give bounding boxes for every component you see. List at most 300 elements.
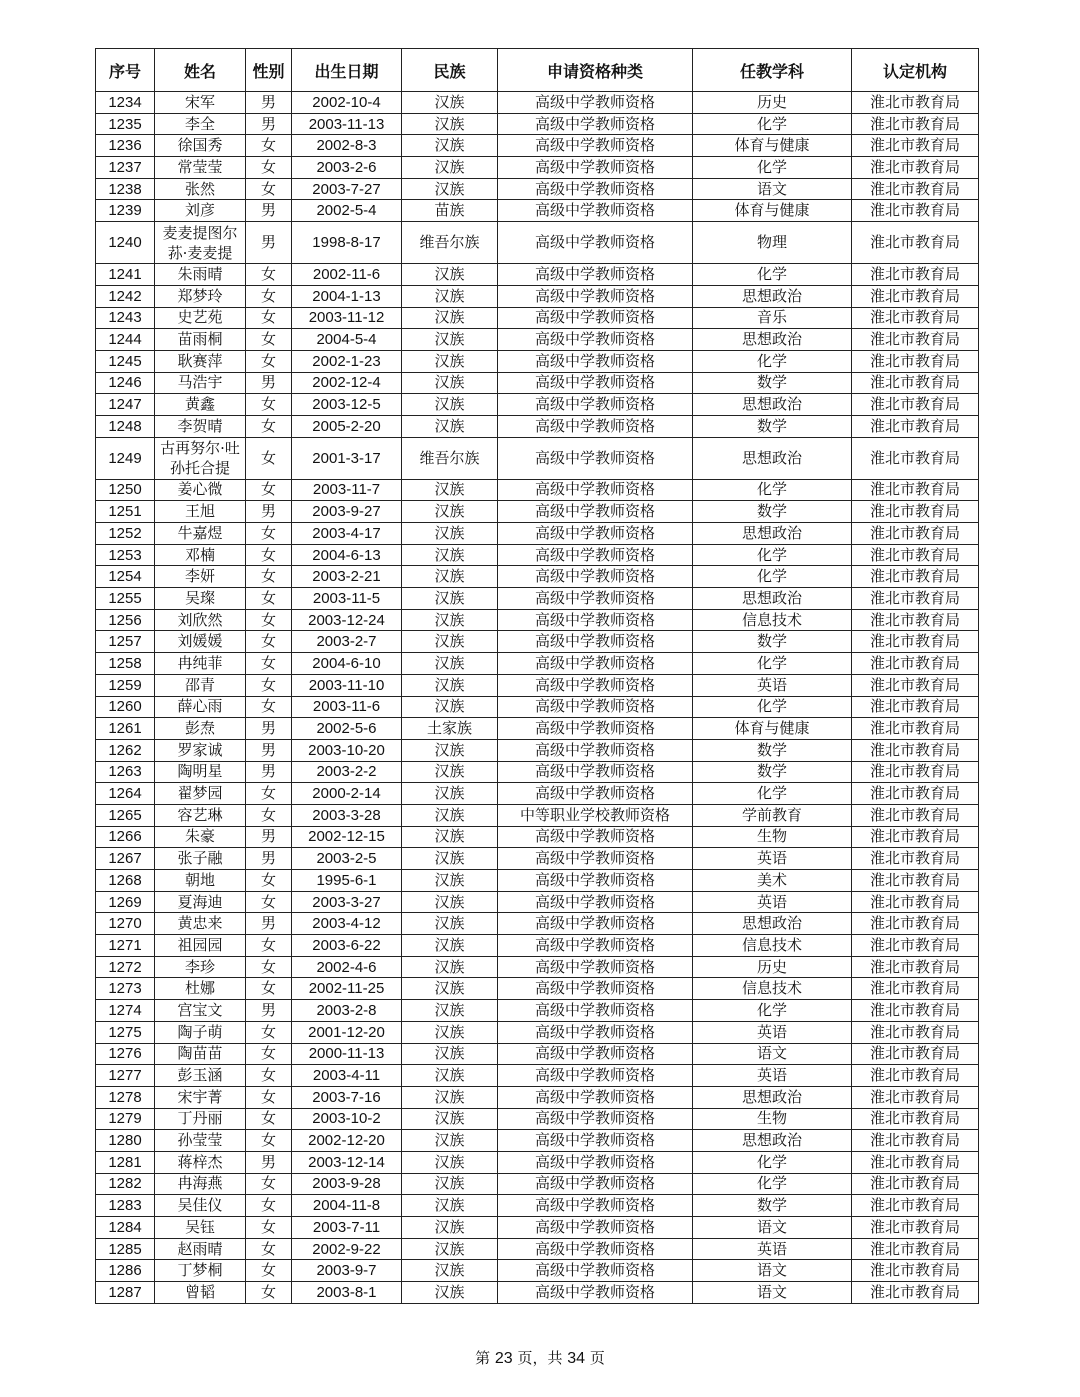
cell-ethnicity: 苗族 <box>402 200 498 222</box>
cell-name: 冉纯菲 <box>155 653 246 675</box>
cell-name: 祖园园 <box>155 935 246 957</box>
cell-birth-date: 2003-10-20 <box>292 739 402 761</box>
cell-name: 翟梦园 <box>155 783 246 805</box>
cell-subject: 化学 <box>693 113 852 135</box>
cell-qualification-type: 高级中学教师资格 <box>498 437 693 479</box>
cell-serial-number: 1280 <box>96 1130 155 1152</box>
cell-name: 刘彦 <box>155 200 246 222</box>
cell-birth-date: 2002-12-4 <box>292 372 402 394</box>
cell-authority: 淮北市教育局 <box>852 372 979 394</box>
cell-authority: 淮北市教育局 <box>852 1108 979 1130</box>
cell-gender: 女 <box>246 674 292 696</box>
cell-subject: 语文 <box>693 1260 852 1282</box>
table-row <box>96 1000 979 1022</box>
cell-birth-date: 2003-11-7 <box>292 479 402 501</box>
cell-serial-number: 1279 <box>96 1108 155 1130</box>
cell-gender: 男 <box>246 501 292 523</box>
cell-name: 朝地 <box>155 870 246 892</box>
cell-name: 刘媛媛 <box>155 631 246 653</box>
cell-serial-number: 1248 <box>96 415 155 437</box>
cell-birth-date: 2003-11-12 <box>292 307 402 329</box>
table-row <box>96 1151 979 1173</box>
cell-birth-date: 2003-7-16 <box>292 1086 402 1108</box>
cell-qualification-type: 高级中学教师资格 <box>498 891 693 913</box>
cell-ethnicity: 汉族 <box>402 566 498 588</box>
cell-subject: 体育与健康 <box>693 718 852 740</box>
cell-name: 宋军 <box>155 92 246 114</box>
cell-name: 李全 <box>155 113 246 135</box>
cell-subject: 英语 <box>693 1065 852 1087</box>
table-row <box>96 437 979 479</box>
cell-gender: 女 <box>246 1260 292 1282</box>
table-row <box>96 1173 979 1195</box>
cell-birth-date: 2003-12-14 <box>292 1151 402 1173</box>
cell-serial-number: 1235 <box>96 113 155 135</box>
cell-birth-date: 2004-11-8 <box>292 1195 402 1217</box>
cell-subject: 体育与健康 <box>693 135 852 157</box>
cell-gender: 男 <box>246 113 292 135</box>
cell-subject: 思想政治 <box>693 1086 852 1108</box>
cell-gender: 女 <box>246 437 292 479</box>
table-row <box>96 372 979 394</box>
cell-authority: 淮北市教育局 <box>852 1130 979 1152</box>
cell-serial-number: 1286 <box>96 1260 155 1282</box>
cell-qualification-type: 高级中学教师资格 <box>498 696 693 718</box>
cell-ethnicity: 汉族 <box>402 113 498 135</box>
cell-ethnicity: 汉族 <box>402 1000 498 1022</box>
cell-qualification-type: 高级中学教师资格 <box>498 1065 693 1087</box>
cell-authority: 淮北市教育局 <box>852 285 979 307</box>
cell-serial-number: 1259 <box>96 674 155 696</box>
cell-qualification-type: 高级中学教师资格 <box>498 935 693 957</box>
cell-qualification-type: 高级中学教师资格 <box>498 826 693 848</box>
cell-birth-date: 2004-5-4 <box>292 329 402 351</box>
cell-serial-number: 1278 <box>96 1086 155 1108</box>
cell-authority: 淮北市教育局 <box>852 415 979 437</box>
cell-name: 刘欣然 <box>155 609 246 631</box>
cell-serial-number: 1242 <box>96 285 155 307</box>
cell-name: 丁丹丽 <box>155 1108 246 1130</box>
cell-qualification-type: 高级中学教师资格 <box>498 718 693 740</box>
table-row <box>96 307 979 329</box>
cell-subject: 英语 <box>693 1238 852 1260</box>
cell-authority: 淮北市教育局 <box>852 1238 979 1260</box>
cell-birth-date: 2000-2-14 <box>292 783 402 805</box>
cell-birth-date: 2003-4-11 <box>292 1065 402 1087</box>
cell-birth-date: 2003-4-17 <box>292 523 402 545</box>
table-row <box>96 1043 979 1065</box>
cell-serial-number: 1240 <box>96 222 155 264</box>
cell-authority: 淮北市教育局 <box>852 350 979 372</box>
cell-ethnicity: 汉族 <box>402 264 498 286</box>
teacher-certification-table <box>95 48 979 1304</box>
cell-qualification-type: 高级中学教师资格 <box>498 653 693 675</box>
cell-birth-date: 2003-9-28 <box>292 1173 402 1195</box>
cell-subject: 历史 <box>693 92 852 114</box>
table-row <box>96 1282 979 1304</box>
cell-subject: 化学 <box>693 1151 852 1173</box>
cell-authority: 淮北市教育局 <box>852 394 979 416</box>
cell-subject: 生物 <box>693 826 852 848</box>
cell-gender: 男 <box>246 200 292 222</box>
cell-authority: 淮北市教育局 <box>852 200 979 222</box>
cell-gender: 女 <box>246 1195 292 1217</box>
cell-subject: 信息技术 <box>693 935 852 957</box>
cell-serial-number: 1234 <box>96 92 155 114</box>
cell-serial-number: 1264 <box>96 783 155 805</box>
cell-ethnicity: 汉族 <box>402 978 498 1000</box>
cell-name: 朱豪 <box>155 826 246 848</box>
cell-gender: 女 <box>246 1217 292 1239</box>
cell-serial-number: 1256 <box>96 609 155 631</box>
header-name: 姓名 <box>155 49 246 92</box>
cell-authority: 淮北市教育局 <box>852 92 979 114</box>
cell-ethnicity: 汉族 <box>402 913 498 935</box>
cell-gender: 女 <box>246 1282 292 1304</box>
cell-qualification-type: 高级中学教师资格 <box>498 1151 693 1173</box>
table-row <box>96 1021 979 1043</box>
cell-qualification-type: 高级中学教师资格 <box>498 1238 693 1260</box>
cell-serial-number: 1250 <box>96 479 155 501</box>
cell-authority: 淮北市教育局 <box>852 826 979 848</box>
cell-ethnicity: 汉族 <box>402 804 498 826</box>
header-serial: 序号 <box>96 49 155 92</box>
cell-serial-number: 1266 <box>96 826 155 848</box>
cell-subject: 思想政治 <box>693 588 852 610</box>
cell-ethnicity: 汉族 <box>402 631 498 653</box>
cell-qualification-type: 高级中学教师资格 <box>498 501 693 523</box>
cell-gender: 女 <box>246 350 292 372</box>
cell-qualification-type: 高级中学教师资格 <box>498 479 693 501</box>
cell-name: 邓楠 <box>155 544 246 566</box>
cell-name: 宫宝文 <box>155 1000 246 1022</box>
cell-qualification-type: 高级中学教师资格 <box>498 329 693 351</box>
cell-authority: 淮北市教育局 <box>852 870 979 892</box>
cell-authority: 淮北市教育局 <box>852 157 979 179</box>
header-subject: 任教学科 <box>693 49 852 92</box>
cell-qualification-type: 高级中学教师资格 <box>498 1217 693 1239</box>
cell-authority: 淮北市教育局 <box>852 653 979 675</box>
cell-gender: 女 <box>246 783 292 805</box>
cell-subject: 化学 <box>693 696 852 718</box>
cell-birth-date: 2004-6-13 <box>292 544 402 566</box>
cell-birth-date: 2002-8-3 <box>292 135 402 157</box>
cell-authority: 淮北市教育局 <box>852 588 979 610</box>
footer-suffix: 页 <box>589 1349 605 1367</box>
table-row <box>96 978 979 1000</box>
table-row <box>96 222 979 264</box>
table-row <box>96 609 979 631</box>
cell-gender: 女 <box>246 891 292 913</box>
cell-qualification-type: 高级中学教师资格 <box>498 92 693 114</box>
cell-qualification-type: 高级中学教师资格 <box>498 394 693 416</box>
table-row <box>96 157 979 179</box>
cell-ethnicity: 汉族 <box>402 935 498 957</box>
cell-name: 张子融 <box>155 848 246 870</box>
cell-serial-number: 1282 <box>96 1173 155 1195</box>
cell-ethnicity: 汉族 <box>402 372 498 394</box>
cell-subject: 数学 <box>693 631 852 653</box>
cell-subject: 语文 <box>693 1217 852 1239</box>
cell-ethnicity: 汉族 <box>402 157 498 179</box>
table-row <box>96 848 979 870</box>
cell-birth-date: 2001-12-20 <box>292 1021 402 1043</box>
table-row <box>96 178 979 200</box>
cell-birth-date: 1998-8-17 <box>292 222 402 264</box>
cell-qualification-type: 高级中学教师资格 <box>498 372 693 394</box>
cell-name: 孙莹莹 <box>155 1130 246 1152</box>
cell-gender: 女 <box>246 544 292 566</box>
cell-gender: 女 <box>246 1086 292 1108</box>
cell-ethnicity: 汉族 <box>402 848 498 870</box>
cell-birth-date: 2003-11-6 <box>292 696 402 718</box>
cell-authority: 淮北市教育局 <box>852 1151 979 1173</box>
cell-authority: 淮北市教育局 <box>852 222 979 264</box>
cell-name: 容艺琳 <box>155 804 246 826</box>
table-row <box>96 92 979 114</box>
cell-authority: 淮北市教育局 <box>852 523 979 545</box>
cell-gender: 男 <box>246 222 292 264</box>
cell-authority: 淮北市教育局 <box>852 479 979 501</box>
cell-serial-number: 1239 <box>96 200 155 222</box>
cell-name: 牛嘉煜 <box>155 523 246 545</box>
footer-prefix: 第 <box>475 1349 491 1367</box>
cell-gender: 女 <box>246 157 292 179</box>
cell-ethnicity: 汉族 <box>402 761 498 783</box>
cell-serial-number: 1276 <box>96 1043 155 1065</box>
table-header-row <box>96 49 979 92</box>
cell-authority: 淮北市教育局 <box>852 804 979 826</box>
cell-authority: 淮北市教育局 <box>852 1000 979 1022</box>
cell-qualification-type: 高级中学教师资格 <box>498 544 693 566</box>
cell-birth-date: 2002-9-22 <box>292 1238 402 1260</box>
cell-subject: 数学 <box>693 372 852 394</box>
table-row <box>96 1086 979 1108</box>
cell-serial-number: 1237 <box>96 157 155 179</box>
cell-gender: 女 <box>246 178 292 200</box>
cell-authority: 淮北市教育局 <box>852 913 979 935</box>
cell-name: 史艺苑 <box>155 307 246 329</box>
cell-name: 冉海燕 <box>155 1173 246 1195</box>
cell-subject: 数学 <box>693 501 852 523</box>
header-qualification-type: 申请资格种类 <box>498 49 693 92</box>
cell-authority: 淮北市教育局 <box>852 848 979 870</box>
cell-ethnicity: 汉族 <box>402 1217 498 1239</box>
cell-subject: 思想政治 <box>693 1130 852 1152</box>
cell-ethnicity: 汉族 <box>402 653 498 675</box>
cell-subject: 化学 <box>693 1000 852 1022</box>
cell-subject: 语文 <box>693 1043 852 1065</box>
cell-subject: 思想政治 <box>693 329 852 351</box>
cell-ethnicity: 汉族 <box>402 1195 498 1217</box>
cell-name: 黄忠来 <box>155 913 246 935</box>
table-row <box>96 329 979 351</box>
header-ethnicity: 民族 <box>402 49 498 92</box>
cell-name: 赵雨晴 <box>155 1238 246 1260</box>
cell-qualification-type: 高级中学教师资格 <box>498 631 693 653</box>
cell-name: 王旭 <box>155 501 246 523</box>
cell-subject: 英语 <box>693 674 852 696</box>
cell-gender: 女 <box>246 978 292 1000</box>
cell-birth-date: 2004-1-13 <box>292 285 402 307</box>
table-row <box>96 739 979 761</box>
cell-gender: 女 <box>246 1130 292 1152</box>
table-row <box>96 718 979 740</box>
table-row <box>96 523 979 545</box>
cell-qualification-type: 高级中学教师资格 <box>498 113 693 135</box>
cell-qualification-type: 高级中学教师资格 <box>498 1195 693 1217</box>
cell-ethnicity: 汉族 <box>402 329 498 351</box>
cell-authority: 淮北市教育局 <box>852 1195 979 1217</box>
table-body <box>96 92 979 1304</box>
table-row <box>96 415 979 437</box>
cell-serial-number: 1253 <box>96 544 155 566</box>
table-row <box>96 1260 979 1282</box>
cell-ethnicity: 汉族 <box>402 1238 498 1260</box>
cell-qualification-type: 高级中学教师资格 <box>498 157 693 179</box>
cell-authority: 淮北市教育局 <box>852 1260 979 1282</box>
cell-qualification-type: 高级中学教师资格 <box>498 761 693 783</box>
cell-gender: 女 <box>246 307 292 329</box>
cell-qualification-type: 高级中学教师资格 <box>498 1130 693 1152</box>
cell-gender: 女 <box>246 696 292 718</box>
cell-authority: 淮北市教育局 <box>852 501 979 523</box>
cell-name: 杜娜 <box>155 978 246 1000</box>
cell-qualification-type: 高级中学教师资格 <box>498 264 693 286</box>
cell-gender: 男 <box>246 1000 292 1022</box>
cell-ethnicity: 汉族 <box>402 1065 498 1087</box>
cell-subject: 化学 <box>693 783 852 805</box>
cell-serial-number: 1268 <box>96 870 155 892</box>
cell-serial-number: 1258 <box>96 653 155 675</box>
cell-gender: 女 <box>246 935 292 957</box>
cell-gender: 女 <box>246 870 292 892</box>
cell-qualification-type: 中等职业学校教师资格 <box>498 804 693 826</box>
cell-name: 耿赛萍 <box>155 350 246 372</box>
cell-ethnicity: 维吾尔族 <box>402 437 498 479</box>
cell-birth-date: 2003-6-22 <box>292 935 402 957</box>
cell-ethnicity: 汉族 <box>402 415 498 437</box>
cell-name: 宋宇菁 <box>155 1086 246 1108</box>
cell-name: 姜心微 <box>155 479 246 501</box>
cell-name: 罗家诚 <box>155 739 246 761</box>
cell-authority: 淮北市教育局 <box>852 1217 979 1239</box>
cell-serial-number: 1247 <box>96 394 155 416</box>
cell-name: 古再努尔·吐孙托合提 <box>155 437 246 479</box>
cell-qualification-type: 高级中学教师资格 <box>498 178 693 200</box>
cell-serial-number: 1241 <box>96 264 155 286</box>
cell-name: 黄鑫 <box>155 394 246 416</box>
cell-subject: 历史 <box>693 956 852 978</box>
table-row <box>96 631 979 653</box>
cell-authority: 淮北市教育局 <box>852 935 979 957</box>
footer-middle: 页，共 <box>517 1349 563 1367</box>
cell-name: 陶明星 <box>155 761 246 783</box>
table-row <box>96 696 979 718</box>
cell-subject: 信息技术 <box>693 978 852 1000</box>
table-row <box>96 783 979 805</box>
table-row <box>96 1130 979 1152</box>
cell-serial-number: 1287 <box>96 1282 155 1304</box>
cell-serial-number: 1283 <box>96 1195 155 1217</box>
cell-gender: 女 <box>246 135 292 157</box>
table-row <box>96 566 979 588</box>
cell-birth-date: 2000-11-13 <box>292 1043 402 1065</box>
table-row <box>96 804 979 826</box>
cell-name: 麦麦提图尔荪·麦麦提 <box>155 222 246 264</box>
cell-ethnicity: 汉族 <box>402 783 498 805</box>
cell-authority: 淮北市教育局 <box>852 544 979 566</box>
cell-birth-date: 2003-12-24 <box>292 609 402 631</box>
cell-qualification-type: 高级中学教师资格 <box>498 1282 693 1304</box>
cell-subject: 思想政治 <box>693 523 852 545</box>
cell-serial-number: 1273 <box>96 978 155 1000</box>
cell-name: 邵青 <box>155 674 246 696</box>
cell-qualification-type: 高级中学教师资格 <box>498 307 693 329</box>
cell-authority: 淮北市教育局 <box>852 783 979 805</box>
cell-birth-date: 2003-11-13 <box>292 113 402 135</box>
cell-serial-number: 1285 <box>96 1238 155 1260</box>
cell-ethnicity: 汉族 <box>402 1260 498 1282</box>
cell-ethnicity: 汉族 <box>402 674 498 696</box>
cell-qualification-type: 高级中学教师资格 <box>498 415 693 437</box>
cell-authority: 淮北市教育局 <box>852 307 979 329</box>
cell-serial-number: 1263 <box>96 761 155 783</box>
cell-authority: 淮北市教育局 <box>852 135 979 157</box>
cell-ethnicity: 汉族 <box>402 523 498 545</box>
cell-subject: 英语 <box>693 891 852 913</box>
cell-birth-date: 2003-10-2 <box>292 1108 402 1130</box>
cell-authority: 淮北市教育局 <box>852 437 979 479</box>
cell-name: 彭玉涵 <box>155 1065 246 1087</box>
table-row <box>96 200 979 222</box>
header-gender: 性别 <box>246 49 292 92</box>
cell-subject: 化学 <box>693 479 852 501</box>
cell-authority: 淮北市教育局 <box>852 609 979 631</box>
cell-birth-date: 2004-6-10 <box>292 653 402 675</box>
cell-ethnicity: 汉族 <box>402 1130 498 1152</box>
cell-ethnicity: 汉族 <box>402 394 498 416</box>
cell-subject: 数学 <box>693 739 852 761</box>
cell-qualification-type: 高级中学教师资格 <box>498 783 693 805</box>
table-row <box>96 674 979 696</box>
cell-gender: 女 <box>246 415 292 437</box>
cell-authority: 淮北市教育局 <box>852 674 979 696</box>
cell-authority: 淮北市教育局 <box>852 1065 979 1087</box>
cell-ethnicity: 汉族 <box>402 544 498 566</box>
cell-ethnicity: 汉族 <box>402 1108 498 1130</box>
table-row <box>96 956 979 978</box>
cell-qualification-type: 高级中学教师资格 <box>498 200 693 222</box>
cell-birth-date: 2003-2-2 <box>292 761 402 783</box>
cell-gender: 女 <box>246 1043 292 1065</box>
header-authority: 认定机构 <box>852 49 979 92</box>
table-row <box>96 1108 979 1130</box>
cell-gender: 女 <box>246 804 292 826</box>
cell-name: 陶子萌 <box>155 1021 246 1043</box>
table-row <box>96 1065 979 1087</box>
cell-ethnicity: 汉族 <box>402 588 498 610</box>
cell-birth-date: 2002-10-4 <box>292 92 402 114</box>
cell-subject: 化学 <box>693 566 852 588</box>
cell-qualification-type: 高级中学教师资格 <box>498 135 693 157</box>
cell-serial-number: 1236 <box>96 135 155 157</box>
cell-gender: 女 <box>246 523 292 545</box>
cell-subject: 信息技术 <box>693 609 852 631</box>
cell-qualification-type: 高级中学教师资格 <box>498 848 693 870</box>
cell-subject: 化学 <box>693 544 852 566</box>
cell-name: 郑梦玲 <box>155 285 246 307</box>
